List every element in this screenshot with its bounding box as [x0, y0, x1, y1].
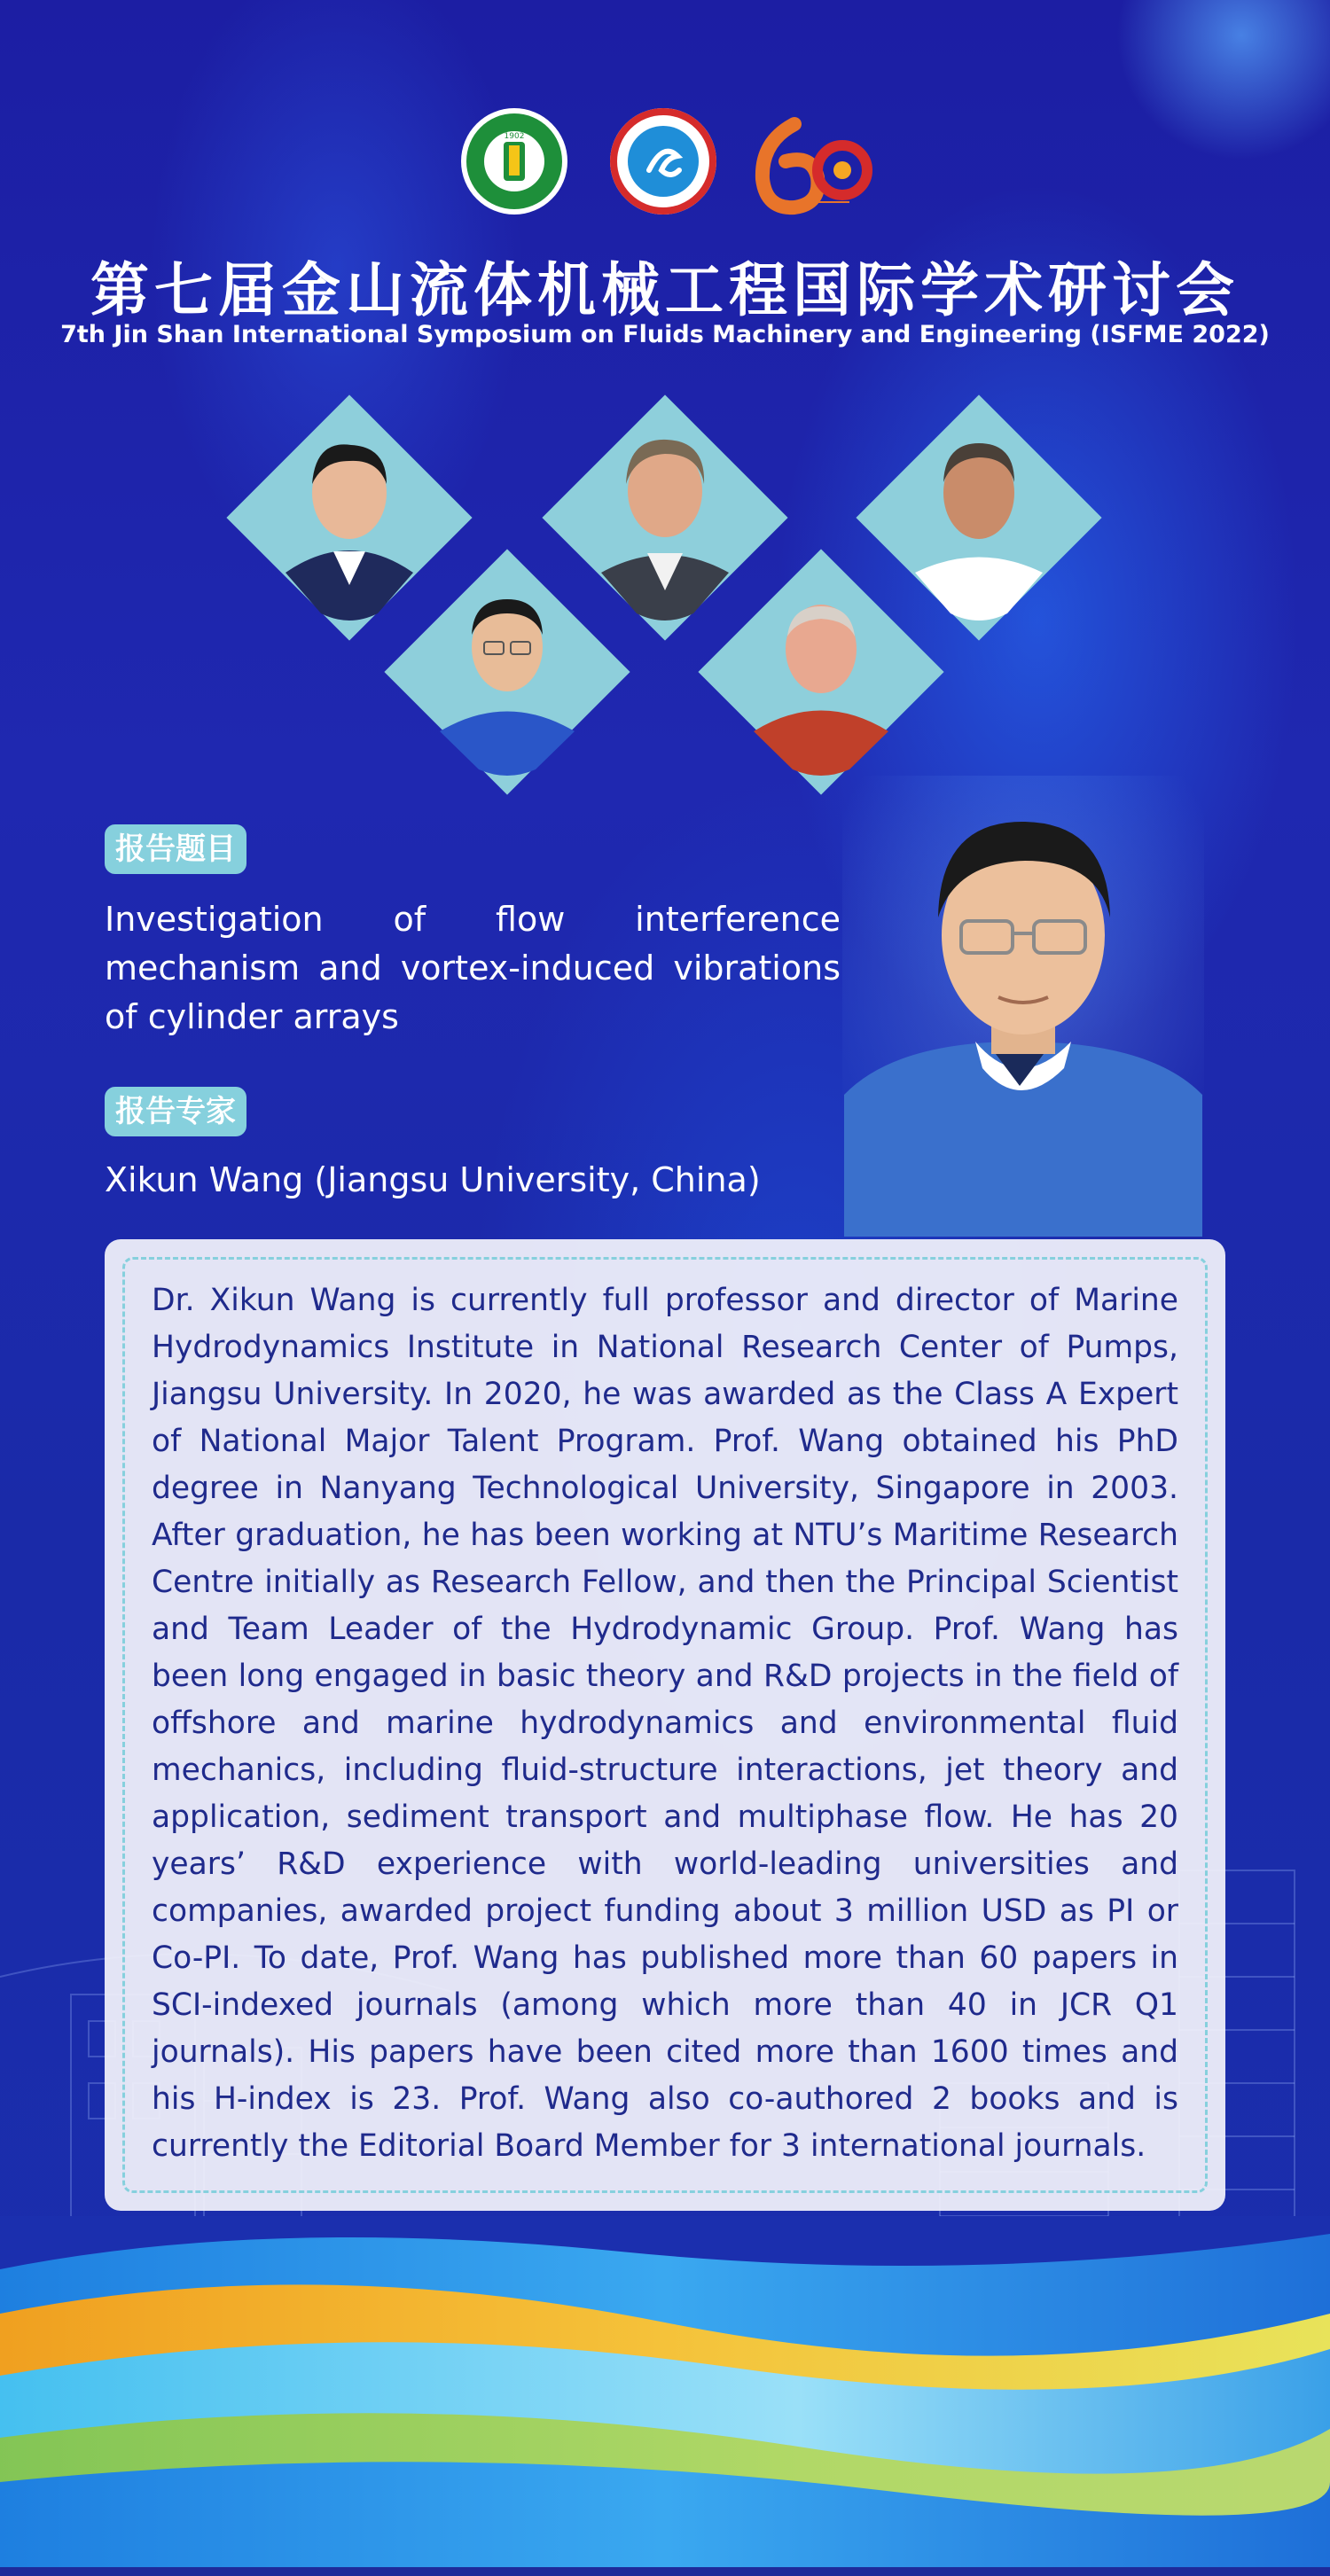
60-anniversary-logo [743, 106, 876, 216]
logo-year: 1902 [504, 132, 525, 141]
person-icon [385, 550, 630, 794]
talk-title: Investigation of flow interference mechanism and vortex-induced vibrations of cylinder arrays [105, 900, 841, 1036]
title-chinese: 第七届金山流体机械工程国际学术研讨会 [90, 256, 1240, 324]
logo-bar [0, 106, 1330, 222]
speaker-label: 报告专家 [105, 1087, 246, 1136]
speaker-name: Xikun Wang (Jiangsu University, China) [105, 1160, 761, 1199]
decorative-waves [0, 2216, 1330, 2576]
bio-card [105, 1239, 1225, 2211]
speaker-portrait-4 [385, 550, 630, 794]
bio-border [122, 1257, 1208, 2193]
speaker-portrait-5 [699, 550, 943, 794]
title-english: 7th Jin Shan International Symposium on Fluids Machinery and Engineering (ISFME 2022) [60, 321, 1270, 348]
speaker-photo [842, 776, 1204, 1237]
person-icon [699, 550, 943, 794]
topic-label: 报告题目 [105, 824, 246, 874]
jiangsu-university-logo [459, 106, 569, 216]
pump-research-center-logo [608, 106, 718, 216]
bio-text: Dr. Xikun Wang is currently full professor and director of Marine Hydrodynamics Institute in National Research Center of Pumps, Jiangsu University. In 2020, he was awarded as the Class A Expert of National Major Talent Program. Prof. Wang obtained his PhD degree in Nanyang Technological University, Singapore in 2003. After graduation, he has been working at NTU’s Maritime Research Centre initially as Research Fellow, and then the Principal Scientist and Team Leader of the Hydrodynamic Group. Prof. Wang has been long engaged in basic theory and R&D projects in the field of offshore and marine hydrodynamics and environmental fluid mechanics, including fluid-structure interactions, jet theory and application, sediment transport and multiphase flow. He has 20 years’ R&D experience with world-leading universities and companies, awarded project funding about 3 million USD as PI or Co-PI. To date, Prof. Wang has published more than 60 papers in SCI-indexed journals (among which more than 40 in JCR Q1 journals). His papers have been cited more than 1600 times and his H-index is 23. Prof. Wang also co-authored 2 books and is currently the Editorial Board Member for 3 international journals. [152, 1283, 1178, 2164]
